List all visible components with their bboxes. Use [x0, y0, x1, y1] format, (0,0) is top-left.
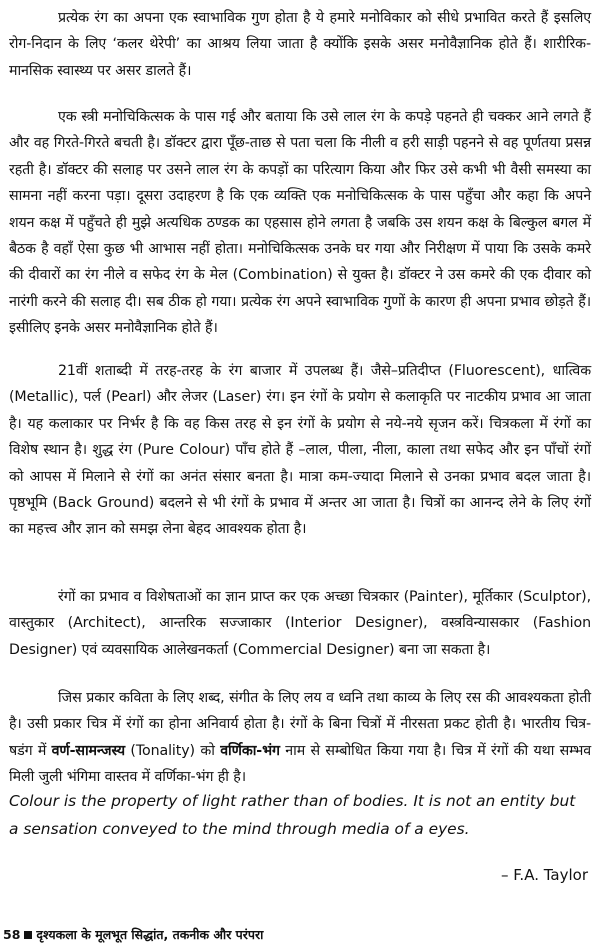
term-varna-samanjasya: वर्ण-सामन्जस्य — [51, 742, 126, 759]
paragraph-5-part-1: जिस प्रकार कविता के लिए शब्द, संगीत के लिए लय व ध्वनि तथा काव्य के लिए रस की आवश्यकता होती है। उसी प्रकार चित्र में रंगों का होना अनिवार्य होता है। रंगों के बिना चित्रों में नीरसता प्रकट होती है। भारतीय चित्र-षडंग में — [9, 690, 592, 759]
paragraph-5 — [9, 685, 591, 791]
paragraph-1 — [9, 5, 591, 84]
paragraph-5-part-3: नाम से सम्बोधित किया गया है। चित्र में रंगों की यथा सम्भव मिली जुली भंगिमा वास्तव में वर्णिका-भंग ही है। — [9, 742, 591, 786]
quote-author: – F.A. Taylor — [500, 866, 588, 884]
term-varnika-bhang: वर्णिका-भंग — [220, 742, 280, 759]
paragraph-text: 21वीं शताब्दी में तरह-तरह के रंग बाजार में उपलब्ध हैं। जैसे–प्रतिदीप्त (Fluorescent), धात्विक (Metallic), पर्ल (Pearl) और लेजर (Laser) रंग। इन रंगों के प्रयोग से कलाकृति पर नाटकीय प्रभाव आ जाता है। यह कलाकार पर निर्भर है कि वह किस तरह से इन रंगों के प्रयोग से नये-नये सृजन करें। चित्रकला में रंगों का विशेष स्थान है। शुद्ध रंग (Pure Colour) पाँच होते हैं –लाल, पीला, नीला, काला तथा सफेद और इन पाँचों रंगों को आपस में मिलाने से रंगों का अनंत संसार बनता है। मात्रा कम-ज्यादा मिलाने से उनका प्रभाव बदल जाता है। पृष्ठभूमि (Back Ground) बदलने से भी रंगों के प्रभाव में अन्तर आ जाता है। चित्रों का आनन्द लेने के लिए रंगों का महत्त्व और ज्ञान को समझ लेना बेहद आवश्यक होता है। — [9, 363, 591, 538]
paragraph-5-part-2: (Tonality) को — [125, 742, 221, 759]
book-title: दृश्यकला के मूलभूत सिद्धांत, तकनीक और परंपरा — [36, 927, 264, 942]
page-number: 58 — [3, 927, 21, 942]
paragraph-4 — [9, 584, 591, 663]
paragraph-2 — [9, 104, 591, 342]
paragraph-text: रंगों का प्रभाव व विशेषताओं का ज्ञान प्राप्त कर एक अच्छा चित्रकार (Painter), मूर्तिकार (Sculptor), वास्तुकार (Architect), आन्तरिक सज्जाकार (Interior Designer), वस्त्रविन्यासकार (Fashion Designer) एवं व्यवसायिक आलेखनकर्ता (Commercial Designer) बना जा सकता है। — [9, 589, 591, 658]
page-footer — [3, 926, 263, 943]
english-quote — [9, 787, 589, 843]
paragraph-text: एक स्त्री मनोचिकित्सक के पास गई और बताया कि उसे लाल रंग के कपड़े पहनते ही चक्कर आने लगते हैं और वह गिरते-गिरते बचती है। डॉक्टर द्वारा पूँछ-ताछ से पता चला कि नीली व हरी साड़ी पहनने से वह पूर्णतया प्रसन्न रहती है। डॉक्टर की सलाह पर उसने लाल रंग के कपड़ों का परित्याग किया और फिर उसे कभी भी वैसी समस्या का सामना नहीं करना पड़ा। दूसरा उदाहरण है कि एक व्यक्ति एक मनोचिकित्सक के पास पहुँचा और कहा कि अपने शयन कक्ष में पहुँचते ही मुझे अत्यधिक ठण्डक का एहसास होने लगता है जबकि उस शयन कक्ष के बिल्कुल बगल में बैठक है वहाँ ऐसा कुछ भी आभास नहीं होता। मनोचिकित्सक उनके घर गया और निरीक्षण में पाया कि उसके कमरे की दीवारों का रंग नीले व सफेद रंग के मेल (Combination) से युक्त है। डॉक्टर ने उस कमरे की एक दीवार को नारंगी करने की सलाह दी। सब ठीक हो गया। प्रत्येक रंग अपने स्वाभाविक गुणों के कारण ही अपना प्रभाव छोड़ते हैं। इसीलिए इनके असर मनोवैज्ञानिक होते हैं। — [9, 109, 591, 337]
quote-line-1: Colour is the property of light rather than of bodies. It is not an entity but — [9, 792, 576, 810]
paragraph-3 — [9, 358, 591, 543]
paragraph-text — [9, 685, 591, 791]
paragraph-text: प्रत्येक रंग का अपना एक स्वाभाविक गुण होता है ये हमारे मनोविकार को सीधे प्रभावित करते हैं इसलिए रोग-निदान के लिए ‘कलर थेरेपी’ का आश्रय लिया जाता है क्योंकि इसके असर मनोवैज्ञानिक होते हैं। शारीरिक-मानसिक स्वास्थ्य पर असर डालते हैं। — [9, 10, 591, 79]
square-bullet-icon — [24, 931, 32, 939]
quote-line-2: a sensation conveyed to the mind through media of a eyes. — [9, 820, 470, 838]
